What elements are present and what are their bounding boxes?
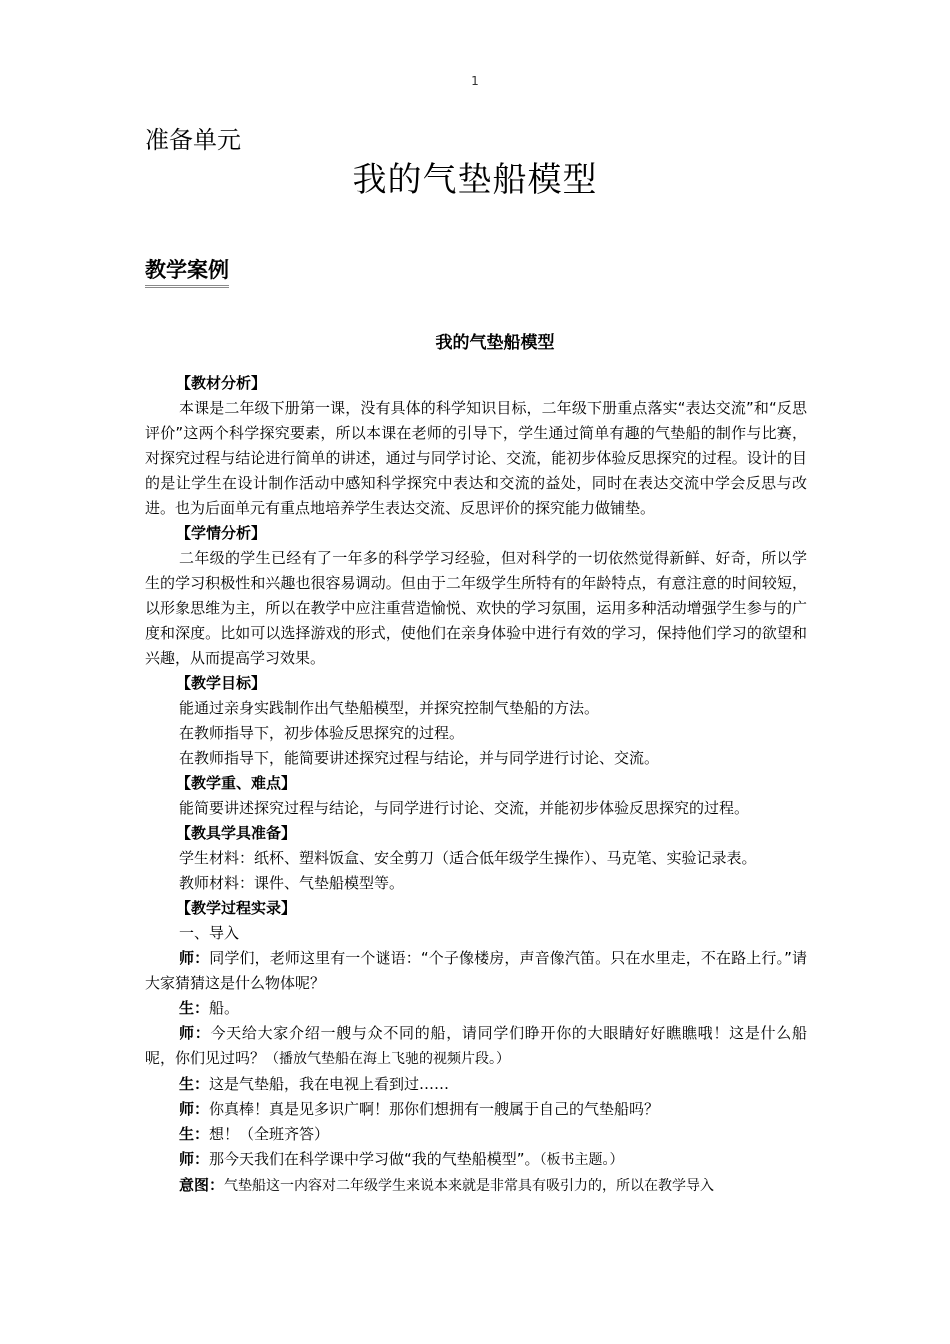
textbook-analysis-heading: 【教材分析】 <box>176 374 267 392</box>
intent-label: 意图： <box>179 1176 225 1194</box>
dialogue-speaker: 生： <box>179 1125 210 1143</box>
objective-item: 能通过亲身实践制作出气垫船模型，并探究控制气垫船的方法。 <box>179 699 600 717</box>
dialogue-speaker: 师： <box>179 1024 211 1042</box>
stage-note: （板书主题。） <box>539 1152 624 1168</box>
dialogue-speaker: 师： <box>179 949 210 967</box>
student-analysis-body: 二年级的学生已经有了一年多的科学学习经验，但对科学的一切依然觉得新鲜、好奇，所以学生的学习积极性和兴趣也很容易调动。但由于二年级学生所特有的年龄特点，有意注意的时间较短，以形象思维为主，所以在教学中应注重营造愉悦、欢快的学习氛围，运用多种活动增强学生参与的广度和深度。比如可以选择游戏的形式，使他们在亲身体验中进行有效的学习，保持他们学习的欲望和兴趣，从而提高学习效果。 <box>145 549 807 667</box>
intent-line <box>145 1173 807 1199</box>
unit-label: 准备单元 <box>145 126 241 154</box>
objectives-heading: 【教学目标】 <box>176 674 267 692</box>
stage-note: （播放气垫船在海上飞驰的视频片段。） <box>265 1051 511 1067</box>
dialogue-line <box>145 1021 807 1072</box>
dialogue-line <box>145 1097 807 1122</box>
student-materials: 学生材料：纸杯、塑料饭盒、安全剪刀（适合低年级学生操作）、马克笔、实验记录表。 <box>179 849 757 867</box>
dialogue-text: 那今天我们在科学课中学习做“我的气垫船模型”。 <box>209 1150 540 1168</box>
dialogue-speaker: 生： <box>179 999 210 1017</box>
key-points-heading: 【教学重、难点】 <box>176 774 297 792</box>
dialogue-text: 你真棒！真是见多识广啊！那你们想拥有一艘属于自己的气垫船吗？ <box>209 1100 660 1118</box>
dialogue-speaker: 师： <box>179 1150 210 1168</box>
student-analysis-heading: 【学情分析】 <box>176 524 267 542</box>
main-title: 我的气垫船模型 <box>352 160 598 200</box>
dialogue-speaker: 生： <box>179 1075 210 1093</box>
case-title: 我的气垫船模型 <box>435 333 555 353</box>
dialogue-text: 今天给大家介绍一艘与众不同的船，请同学们睁开你的大眼睛好好瞧瞧哦！这是什么船呢，你们见过吗？ <box>145 1024 807 1067</box>
process-step-intro: 一、导入 <box>179 924 240 942</box>
dialogue-line <box>145 996 807 1021</box>
dialogue-line <box>145 946 807 996</box>
dialogue-line <box>145 1147 807 1173</box>
objective-item: 在教师指导下，能简要讲述探究过程与结论，并与同学进行讨论、交流。 <box>179 749 660 767</box>
process-heading: 【教学过程实录】 <box>176 899 297 917</box>
page-number: 1 <box>471 74 479 88</box>
dialogue-line <box>145 1122 807 1147</box>
intent-text: 气垫船这一内容对二年级学生来说本来就是非常具有吸引力的，所以在教学导入 <box>224 1178 715 1194</box>
teacher-materials: 教师材料：课件、气垫船模型等。 <box>179 874 405 892</box>
dialogue-text: 这是气垫船，我在电视上看到过…… <box>209 1075 450 1093</box>
dialogue-speaker: 师： <box>179 1100 210 1118</box>
dialogue-text: 船。 <box>209 999 240 1017</box>
dialogue-line <box>145 1072 807 1097</box>
objective-item: 在教师指导下，初步体验反思探究的过程。 <box>179 724 465 742</box>
document-body <box>145 371 807 1199</box>
dialogue-text: 想！（全班齐答） <box>209 1125 330 1143</box>
dialogue-text: 同学们，老师这里有一个谜语：“个子像楼房，声音像汽笛。只在水里走，不在路上行。”请大家猜猜这是什么物体呢？ <box>145 949 807 992</box>
textbook-analysis-body: 本课是二年级下册第一课，没有具体的科学知识目标，二年级下册重点落实“表达交流”和“反思评价”这两个科学探究要素，所以本课在老师的引导下，学生通过简单有趣的气垫船的制作与比赛，对探究过程与结论进行简单的讲述，通过与同学讨论、交流，能初步体验反思探究的过程。设计的目的是让学生在设计制作活动中感知科学探究中表达和交流的益处，同时在表达交流中学会反思与改进。也为后面单元有重点地培养学生表达交流、反思评价的探究能力做铺垫。 <box>145 399 807 517</box>
section-heading: 教学案例 <box>145 254 229 288</box>
materials-heading: 【教具学具准备】 <box>176 824 297 842</box>
key-points-body: 能简要讲述探究过程与结论，与同学进行讨论、交流，并能初步体验反思探究的过程。 <box>179 799 750 817</box>
